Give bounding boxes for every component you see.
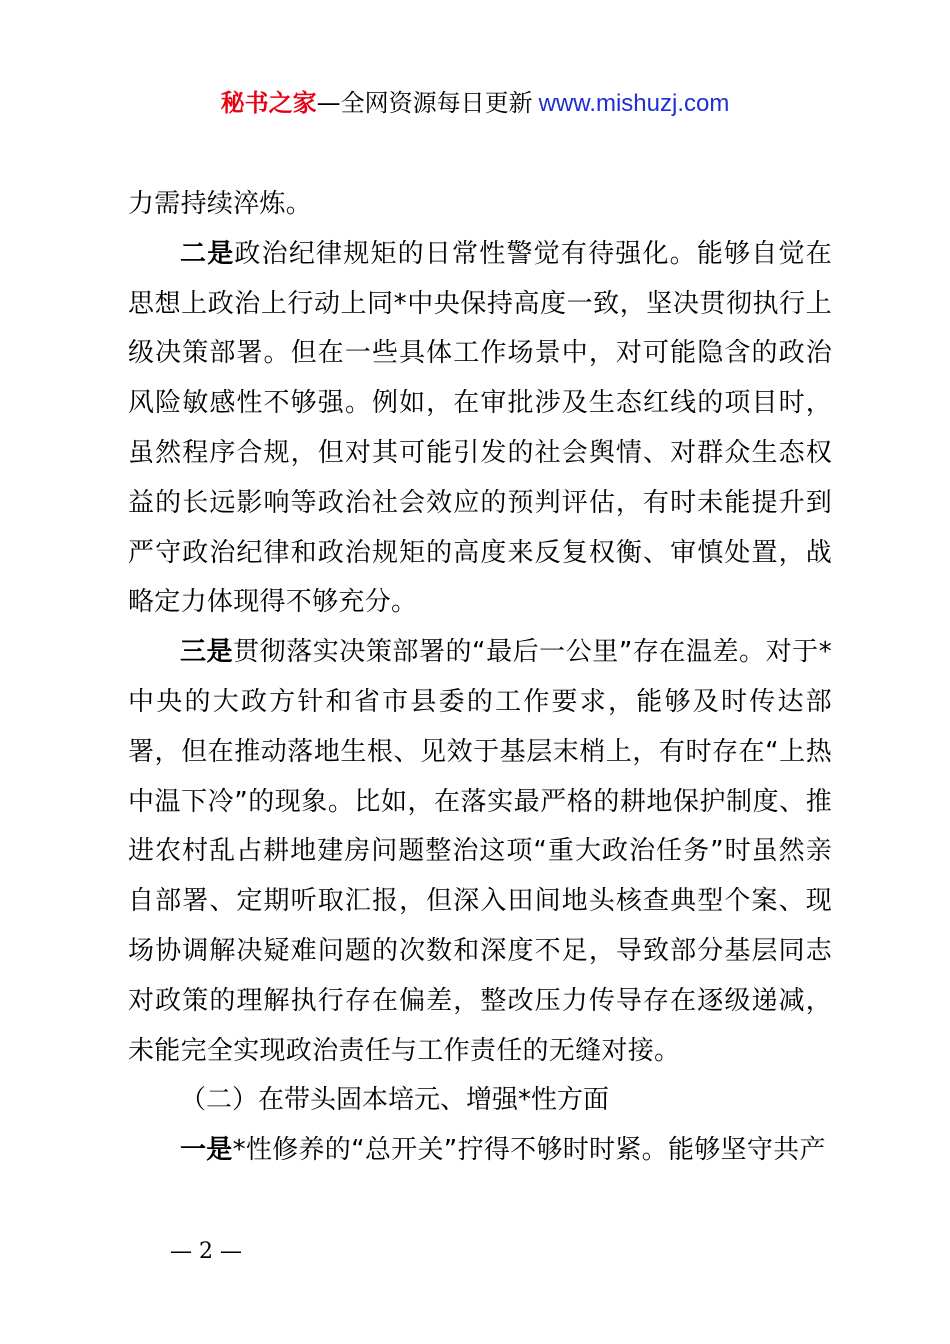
paragraph-point-one <box>128 1126 832 1176</box>
paragraph-lead: 三是 <box>180 637 234 668</box>
paragraph-lead: 一是 <box>180 1135 233 1166</box>
site-banner <box>0 86 950 121</box>
brand-tagline: —全网资源每日更新 <box>316 89 533 117</box>
paragraph-lead: 二是 <box>180 238 235 269</box>
paragraph-text: 贯彻落实决策部署的“最后一公里”存在温差。对于*中央的大政方针和省市县委的工作要求，能够及时传达部署，但在推动落地生根、见效于基层末梢上，有时存在“上热中温下冷”的现象。比如，在落实最严格的耕地保护制度、推进农村乱占耕地建房问题整治这项“重大政治任务”时虽然亲自部署、定期听取汇报，但深入田间地头核查典型个案、现场协调解决疑难问题的次数和深度不足，导致部分基层同志对政策的理解执行存在偏差，整改压力传导存在逐级递减，未能完全实现政治责任与工作责任的无缝对接。 <box>128 637 832 1066</box>
paragraph-text: 力需持续淬炼。 <box>128 189 313 219</box>
brand-name: 秘书之家 <box>220 89 317 117</box>
page-number: — 2 — <box>170 1239 242 1264</box>
section-heading: （二）在带头固本培元、增强*性方面 <box>180 1085 610 1116</box>
paragraph-text: 政治纪律规矩的日常性警觉有待强化。能够自觉在思想上政治上行动上同*中央保持高度一致，坚决贯彻执行上级决策部署。但在一些具体工作场景中，对可能隐含的政治风险敏感性不够强。例如，在审批涉及生态红线的项目时，虽然程序合规，但对其可能引发的社会舆情、对群众生态权益的长远影响等政治社会效应的预判评估，有时未能提升到严守政治纪律和政治规矩的高度来反复权衡、审慎处置，战略定力体现得不够充分。 <box>128 238 832 618</box>
paragraph-point-two <box>128 230 832 628</box>
site-url[interactable]: www.mishuzj.com <box>538 90 730 117</box>
paragraph-continuation <box>128 180 832 230</box>
paragraph-text: *性修养的“总开关”拧得不够时时紧。能够坚守共产 <box>232 1135 826 1166</box>
paragraph-point-three <box>128 628 832 1076</box>
document-body <box>128 180 832 1176</box>
